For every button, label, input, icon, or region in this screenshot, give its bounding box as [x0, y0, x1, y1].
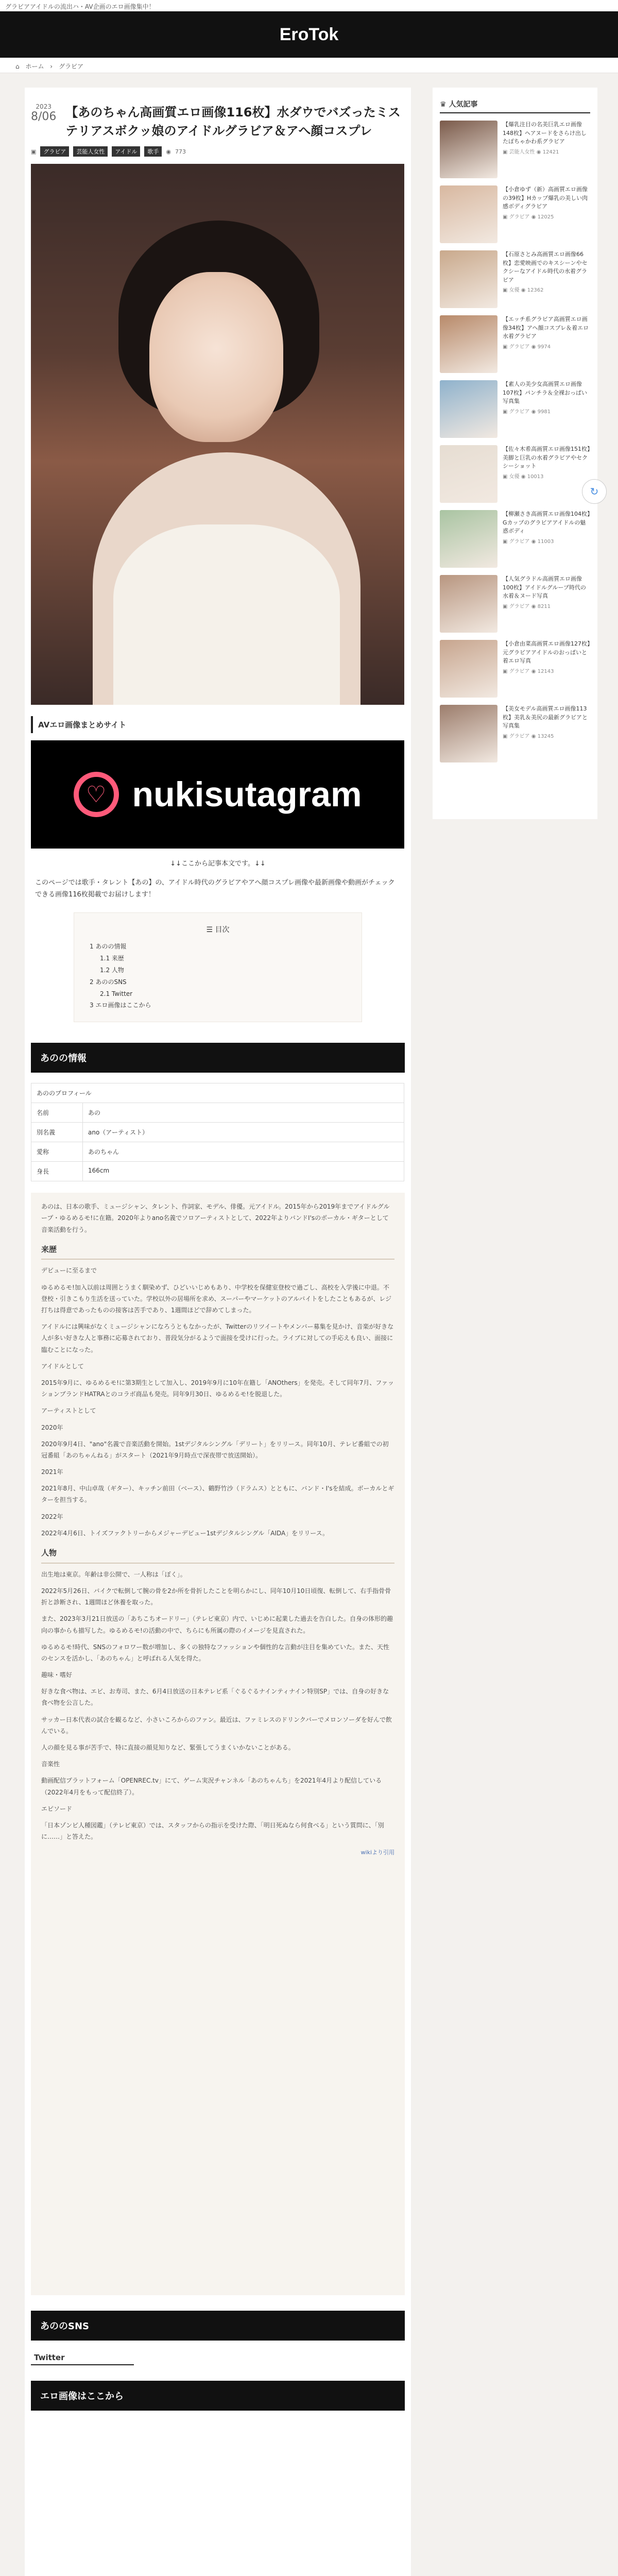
- article: [25, 88, 411, 2576]
- wiki-paragraph: アーティストとして: [41, 1407, 96, 1415]
- thumbnail: [440, 380, 497, 438]
- article-start-note: ↓↓ここから記事本文です。↓↓: [170, 860, 266, 868]
- wiki-quote: [31, 1193, 405, 2295]
- wiki-paragraph: 2022年5月26日、バイクで転倒して腕の骨を2か所を骨折したことを明らかにし、同年10月10日頃復、転倒して、右手指骨骨折と診断され、1週間ほど休養を取った。: [41, 1587, 391, 1606]
- wiki-paragraph: 2020年9月4日、"ano"名義で音楽活動を開始。1stデジタルシングル「デリート」をリリース。同年10月、テレビ番組での初冠番組「あのちゃんねる」がスタート（2021年9月時点で深夜帯で放送開始）。: [41, 1440, 389, 1459]
- wiki-paragraph: 2015年9月に、ゆるめるモ!に第3期生として加入し、2019年9月に10年在籍し「ANOthers」を発売。そして同年7月、ファッションブランドHATRAとのコラボ商品も発売。同年9月30日、ゆるめるモ!を脱退した。: [41, 1379, 394, 1398]
- toc-item[interactable]: 2 あののSNS: [90, 978, 127, 986]
- list-item-meta: ▣ グラビア ◉ 11003: [503, 538, 554, 545]
- list-item-meta: ▣ グラビア ◉ 8211: [503, 603, 551, 609]
- wiki-intro: あのは、日本の歌手、ミュージシャン、タレント、作詞家、モデル、俳優。元アイドル。2015年から2019年までアイドルグループ・ゆるめるモ!に在籍。2020年よりano名義でソロアーティストとして、2022年よりバンドI'sのボーカル・ギターとして音楽活動を行う。: [41, 1203, 390, 1233]
- list-icon: ☰: [206, 925, 213, 934]
- wiki-paragraph: 好きな食べ物は、エビ、お寿司、また、6月4日放送の日本テレビ系「ぐるぐるナインティナイン特別SP」では、自身の好きな食べ物を公言した。: [41, 1688, 389, 1707]
- site-logo[interactable]: EroTok: [279, 24, 339, 44]
- wiki-paragraph: 2022年: [41, 1513, 63, 1520]
- breadcrumb-home[interactable]: ホーム: [25, 63, 44, 70]
- topbar-text: グラビアアイドルの流出ハ・AV企画のエロ画像集中！: [5, 3, 155, 10]
- list-item-text: [503, 380, 590, 438]
- list-item-text: [503, 575, 590, 633]
- profile-table: [31, 1083, 404, 1181]
- toc-item[interactable]: 1.2 人物: [100, 966, 124, 974]
- wiki-paragraph: 音楽性: [41, 1760, 60, 1768]
- wiki-paragraph: 2021年: [41, 1468, 63, 1476]
- list-item-meta: ▣ グラビア ◉ 9974: [503, 344, 551, 350]
- table-row: 身長 166cm: [31, 1162, 404, 1181]
- folder-icon: ▣: [31, 148, 37, 155]
- wiki-paragraph: 人の顔を見る事が苦手で、特に直接の顔見知りなど、緊張してうまくいかないことがある。: [41, 1744, 295, 1752]
- list-item[interactable]: [440, 640, 590, 698]
- list-item[interactable]: [440, 510, 590, 568]
- site-header: [0, 11, 618, 58]
- wiki-paragraph: 2022年4月6日、トイズファクトリーからメジャーデビュー1stデジタルシングル「AIDA」をリリース。: [41, 1529, 329, 1537]
- list-item-title: 【石原さとみ高画質エロ画像66枚】恋愛映画でのキスシーンやセクシーなアイドル時代の水着グラビア: [503, 251, 588, 283]
- wiki-paragraph: 出生地は東京。年齢は非公開で、一人称は「ぼく」。: [41, 1570, 186, 1578]
- list-item-meta: ▣ 女優 ◉ 12362: [503, 287, 544, 293]
- list-item[interactable]: [440, 575, 590, 633]
- list-item[interactable]: [440, 445, 590, 503]
- wiki-paragraph: アイドルとして: [41, 1362, 84, 1370]
- list-item-text: [503, 250, 590, 308]
- wiki-paragraph: また、2023年3月21日放送の「あちこちオードリー」（テレビ東京）内で、いじめに起業した過去を告白した。自身の体形的趣向の事からも描写した。ゆるめるモ!の活動の中で、ちらにも所属の際のイメージを見直された。: [41, 1615, 393, 1634]
- table-row: 愛称 あのちゃん: [31, 1142, 404, 1162]
- popular-list: [440, 121, 590, 762]
- wiki-paragraph: アイドルには興味がなくミュージシャンになろうともなかったが、Twitterのリツイートやメンバー募集を見かけ、音楽が好きな人が多い好きな人と事務に応募されており、普段気分がるようで面接を受けに行った。ライブに対しての手応えも良い、面接に臨むことになった。: [41, 1323, 394, 1353]
- list-item[interactable]: [440, 315, 590, 373]
- post-date: [31, 103, 56, 140]
- wiki-paragraph: 動画配信プラットフォーム「OPENREC.tv」にて、ゲーム実況チャンネル「あのちゃんち」を2021年4月より配信している（2022年4月をもって配信終了）。: [41, 1777, 382, 1796]
- tag-link[interactable]: 歌手: [144, 146, 162, 157]
- list-item-meta: ▣ グラビア ◉ 13245: [503, 733, 554, 739]
- wiki-history-heading: 来歴: [41, 1241, 394, 1260]
- wiki-paragraph: 2021年8月、中山卓哉（ギター）、キッチン前田（ベース）、鶴野竹沙（ドラムス）とともに、バンド・I'sを結成。ボーカルとギターを担当する。: [41, 1485, 394, 1504]
- list-item-text: [503, 185, 590, 243]
- sidebar-title: ♛ 人気記事: [440, 99, 590, 113]
- wiki-paragraph: エピソード: [41, 1805, 73, 1812]
- toc-item[interactable]: 1 あのの情報: [90, 943, 127, 951]
- wiki-paragraph: デビューに至るまで: [41, 1267, 97, 1275]
- section-heading-sns: あののSNS: [31, 2311, 405, 2341]
- page-title: 【あのちゃん高画質エロ画像116枚】水ダウでバズったミステリアスボクッ娘のアイドルグラビア＆アへ顔コスプレ: [65, 105, 401, 138]
- list-item-text: [503, 121, 590, 178]
- list-item-text: [503, 445, 590, 503]
- breadcrumb-category[interactable]: グラビア: [58, 63, 83, 70]
- section-heading-info: あのの情報: [31, 1043, 405, 1073]
- breadcrumb-separator: ›: [50, 63, 53, 70]
- recaptcha-icon[interactable]: ↻: [582, 479, 607, 504]
- toc-item[interactable]: 3 エロ画像はここから: [90, 1002, 151, 1009]
- sidebar: [433, 88, 597, 819]
- list-item-title: 【素人の美少女高画質エロ画像107枚】パンチラ＆全裸おっぱい写真集: [503, 381, 587, 404]
- list-item-title: 【爆乳注目の名美巨乳エロ画像148枚】ヘアヌードをさらけ出したぽちゃかわ系グラビア: [503, 121, 587, 145]
- profile-caption: あののプロフィール: [31, 1083, 404, 1103]
- list-item-meta: ▣ グラビア ◉ 12143: [503, 668, 554, 674]
- ad-section-heading: AVエロ画像まとめサイト: [31, 716, 405, 733]
- list-item-title: 【美女モデル高画質エロ画像113枚】美乳＆美尻の最新グラビアと写真集: [503, 705, 588, 729]
- view-count: 773: [175, 148, 186, 155]
- toc-item[interactable]: 2.1 Twitter: [100, 990, 133, 997]
- tag-link[interactable]: アイドル: [112, 146, 140, 157]
- tag-link[interactable]: グラビア: [40, 146, 69, 157]
- table-row: 別名義 ano（アーティスト）: [31, 1123, 404, 1142]
- wiki-person-heading: 人物: [41, 1544, 394, 1564]
- thumbnail: [440, 705, 497, 762]
- thumbnail: [440, 575, 497, 633]
- thumbnail: [440, 445, 497, 503]
- wiki-paragraph: 趣味・嗜好: [41, 1671, 73, 1679]
- list-item-meta: ▣ グラビア ◉ 9981: [503, 409, 551, 415]
- wiki-paragraph: ゆるめるモ!時代、SNSのフォロワー数が増加し、多くの独特なファッションや個性的な言動が注目を集めていた。また、天性のセンスを活かし、「あのちゃん」と呼ばれる人気を得た。: [41, 1643, 389, 1662]
- home-icon: ⌂: [15, 63, 20, 70]
- list-item-title: 【佐々木希高画質エロ画像151枚】美脚と巨乳の水着グラビアやセクシーショット: [503, 446, 590, 469]
- nukisutagram-banner[interactable]: [31, 740, 404, 849]
- intro-text: このページでは歌手・タレント【あの】の、アイドル時代のグラビアやアへ顔コスプレ画像や最新画像や動画がチェックできる画像116枚掲載でお届けします！: [35, 879, 395, 899]
- banner-text: nukisutagram: [132, 775, 362, 814]
- toc-item[interactable]: 1.1 来歴: [100, 955, 124, 962]
- thumbnail: [440, 510, 497, 568]
- table-row: 名前 あの: [31, 1103, 404, 1123]
- toc-title: ☰ 目次: [206, 925, 230, 934]
- list-item[interactable]: [440, 121, 590, 178]
- list-item[interactable]: [440, 705, 590, 762]
- wiki-paragraph: 「日本ゾンビ人種図鑑」（テレビ東京）では、スタッフからの指示を受けた際、「明日死ぬなら何食べる」という質問に、「別に……」と答えた。: [41, 1821, 384, 1841]
- wiki-source-link[interactable]: wikiより引用: [360, 1849, 394, 1856]
- list-item-text: [503, 510, 590, 568]
- list-item-title: 【小倉由菜高画質エロ画像127枚】元グラビアアイドルのおっぱいと着エロ写真: [503, 640, 590, 664]
- thumbnail: [440, 121, 497, 178]
- list-item-text: [503, 640, 590, 698]
- eye-icon: ◉: [166, 148, 171, 155]
- crown-icon: ♛: [440, 100, 447, 109]
- thumbnail: [440, 315, 497, 373]
- list-item-title: 【柳瀬さき高画質エロ画像104枚】Gカップのグラビアアイドルの魅惑ボディ: [503, 511, 590, 534]
- list-item-meta: ▣ グラビア ◉ 12025: [503, 214, 554, 220]
- twitter-heading: Twitter: [31, 2351, 134, 2365]
- wiki-paragraph: ゆるめるモ!加入以前は周囲とうまく馴染めず、ひどいいじめもあり、中学校を保健室登校で過ごし、高校を入学後に中退。不登校・引きこもり生活を送っていた。学校以外の居場所を求め、スーパーやマーケットのアルバイトをしたこともあるが、レジ打ちは得意であったものの接客は苦手であり、1週間ほどで辞めてしまった。: [41, 1283, 392, 1314]
- list-item-text: [503, 315, 590, 373]
- wiki-paragraph: 2020年: [41, 1423, 63, 1431]
- list-item-meta: ▣ 女優 ◉ 10013: [503, 473, 544, 480]
- heart-icon: ♡: [74, 772, 119, 817]
- post-month-day: 8/06: [31, 110, 57, 123]
- list-item-title: 【人気グラドル高画質エロ画像100枚】アイドルグループ時代の水着＆ヌード写真: [503, 575, 586, 599]
- thumbnail: [440, 640, 497, 698]
- topbar: [0, 0, 618, 11]
- list-item-title: 【小倉ゆず（新）高画質エロ画像の39枚】Hカップ爆乳の美しい肉感ボディグラビア: [503, 186, 588, 210]
- post-year: 2023: [36, 103, 52, 110]
- thumbnail: [440, 185, 497, 243]
- tag-link[interactable]: 芸能人女性: [73, 146, 108, 157]
- list-item[interactable]: [440, 185, 590, 243]
- list-item-text: [503, 705, 590, 762]
- hero-image: [31, 164, 404, 705]
- list-item-meta: ▣ 芸能人女性 ◉ 12421: [503, 149, 559, 155]
- wiki-paragraph: サッカー日本代表の試合を観るなど、小さいころからのファン。最近は、ファミレスのドリンクバーでメロンソーダを好んで飲んでいる。: [41, 1716, 392, 1735]
- list-item-title: 【エッチ系グラビア高画質エロ画像34枚】アヘ顔コスプレ＆着エロ水着グラビア: [503, 316, 589, 340]
- table-of-contents: [74, 912, 362, 1022]
- list-item[interactable]: [440, 250, 590, 308]
- thumbnail: [440, 250, 497, 308]
- list-item[interactable]: [440, 380, 590, 438]
- section-heading-images: エロ画像はここから: [31, 2381, 405, 2411]
- post-meta: [31, 146, 405, 157]
- breadcrumb: [0, 58, 618, 73]
- post-header: [31, 103, 405, 140]
